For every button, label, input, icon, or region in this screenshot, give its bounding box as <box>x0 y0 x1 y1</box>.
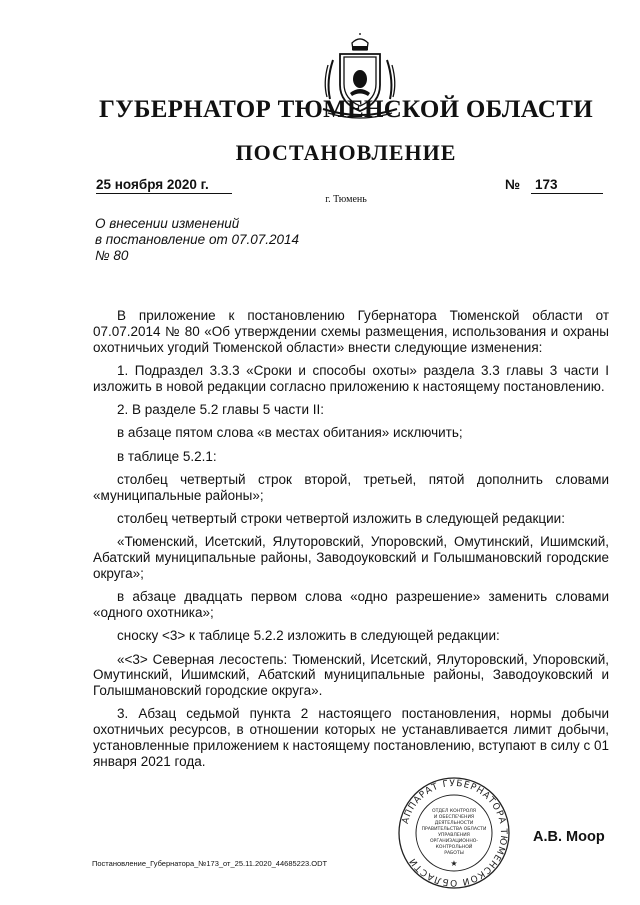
subject-line: № 80 <box>95 248 129 263</box>
stamp-center-line: РАБОТЫ <box>444 851 464 856</box>
signer-name: А.В. Моор <box>533 829 605 845</box>
stamp-center-line: ОТДЕЛ КОНТРОЛЯ <box>432 809 476 814</box>
star-icon: ★ <box>450 859 458 868</box>
stamp-center-line: ОРГАНИЗАЦИОННО- <box>429 839 479 844</box>
stamp-center-line: КОНТРОЛЬНОЙ <box>435 845 473 850</box>
page-title: ГУБЕРНАТОР ТЮМЕНСКОЙ ОБЛАСТИ <box>99 96 593 123</box>
stamp-center-line: ДЕЯТЕЛЬНОСТИ <box>434 821 474 826</box>
body-paragraph: в абзаце двадцать первом слова «одно разрешение» заменить словами «одного охотника»; <box>93 589 609 620</box>
document-date: 25 ноября 2020 г. <box>96 177 232 194</box>
stamp-ring-text: АППАРАТ ГУБЕРНАТОРА ТЮМЕНСКОЙ ОБЛАСТИ <box>400 778 509 888</box>
body-paragraph: в абзаце пятом слова «в местах обитания» исключить; <box>117 425 463 441</box>
document-subject <box>95 216 299 264</box>
document-body <box>93 308 609 777</box>
body-paragraph: в таблице 5.2.1: <box>117 448 217 464</box>
official-stamp <box>397 776 511 890</box>
body-paragraph: сноску <3> к таблице 5.2.2 изложить в следующей редакции: <box>117 628 500 644</box>
body-paragraph: В приложение к постановлению Губернатора Тюменской области от 07.07.2014 № 80 «Об утверждении схемы размещения, использования и охраны охотничьих угодий Тюменской области» внести следующие изменения: <box>93 308 609 355</box>
body-paragraph: столбец четвертый строки четвертой изложить в следующей редакции: <box>117 510 565 526</box>
body-paragraph: 1. Подраздел 3.3.3 «Сроки и способы охоты» раздела 3.3 главы 3 части I изложить в новой редакции согласно приложению к настоящему постановлению. <box>93 362 609 394</box>
body-paragraph: «Тюменский, Исетский, Ялуторовский, Упоровский, Омутинский, Ишимский, Абатский муниципальные районы, Заводоуковский и Голышмановский городские округа»; <box>93 534 609 581</box>
document-number: 173 <box>531 177 603 194</box>
body-paragraph: столбец четвертый строк второй, третьей, пятой дополнить словами «муниципальные районы»; <box>93 471 609 503</box>
stamp-center-line: И ОБЕСПЕЧЕНИЯ <box>433 815 475 820</box>
city-name: г. Тюмень <box>325 194 367 205</box>
subject-line: в постановление от 07.07.2014 <box>95 232 300 247</box>
body-paragraph: 2. В разделе 5.2 главы 5 части II: <box>117 401 325 417</box>
document-type: ПОСТАНОВЛЕНИЕ <box>235 140 457 165</box>
body-paragraph: «<3> Северная лесостепь: Тюменский, Исетский, Ялуторовский, Упоровский, Омутинский, Ишимский, Абатский муниципальные районы, Заводоуковский и Голышмановский городские округа». <box>93 651 609 699</box>
footer-filename: Постановление_Губернатора_№173_от_25.11.2020_44685223.ODT <box>92 859 328 868</box>
number-label: № <box>505 177 521 192</box>
body-paragraph: 3. Абзац седьмой пункта 2 настоящего постановления, нормы добычи охотничьих ресурсов, в отношении которых не устанавливается лимит добычи, установленные приложением к настоящему постановлению, вступают в силу с 01 января 2021 года. <box>93 706 609 769</box>
subject-line: О внесении изменений <box>95 216 240 231</box>
stamp-center-line: ПРАВИТЕЛЬСТВА ОБЛАСТИ <box>421 827 487 832</box>
stamp-center-line: УПРАВЛЕНИЯ <box>438 833 470 838</box>
